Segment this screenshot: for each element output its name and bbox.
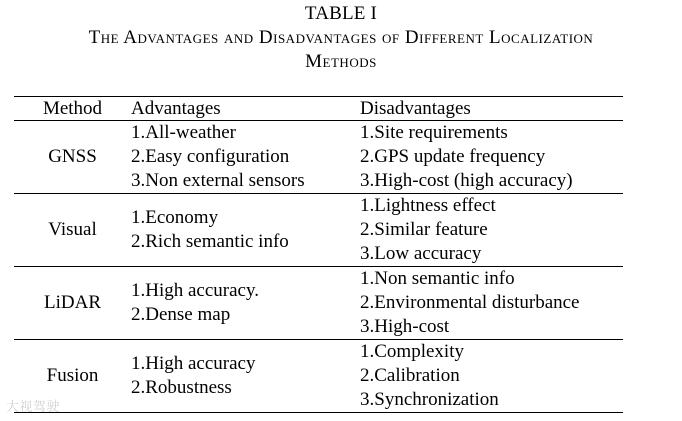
disadvantage-item: 2.Calibration xyxy=(360,365,460,386)
method-cell: Fusion xyxy=(46,365,99,386)
advantage-item: 2.Robustness xyxy=(131,377,232,398)
disadvantage-item: 3.Synchronization xyxy=(360,389,499,410)
disadvantage-item: 3.High-cost (high accuracy) xyxy=(360,170,573,191)
advantage-item: 2.Easy configuration xyxy=(131,146,290,167)
disadvantages-cell xyxy=(360,121,623,194)
table-row xyxy=(14,340,623,413)
disadvantage-item: 1.Non semantic info xyxy=(360,268,515,289)
disadvantage-item: 3.High-cost xyxy=(360,316,450,337)
table-header-row xyxy=(14,97,623,121)
header-method: Method xyxy=(42,97,103,119)
advantage-item: 3.Non external sensors xyxy=(131,170,305,191)
advantage-item: 1.High accuracy. xyxy=(131,280,260,301)
disadvantages-cell xyxy=(360,340,623,413)
watermark: 大视驾驶 xyxy=(6,400,61,415)
table-title-line-1: The Advantages and Disadvantages of Different Localization xyxy=(88,27,594,48)
table-title-line-2: Methods xyxy=(305,51,377,72)
advantages-cell xyxy=(131,267,360,340)
disadvantages-cell xyxy=(360,267,623,340)
advantage-item: 1.Economy xyxy=(131,207,219,228)
localization-methods-table xyxy=(14,96,623,413)
advantage-item: 1.All-weather xyxy=(131,122,236,143)
disadvantage-item: 1.Lightness effect xyxy=(360,195,496,216)
advantages-cell xyxy=(131,121,360,194)
advantages-cell xyxy=(131,194,360,267)
header-disadvantages: Disadvantages xyxy=(360,97,471,119)
method-cell: GNSS xyxy=(48,146,97,167)
disadvantage-item: 2.Environmental disturbance xyxy=(360,292,580,313)
disadvantage-item: 1.Complexity xyxy=(360,341,464,362)
advantage-item: 2.Rich semantic info xyxy=(131,231,289,252)
advantage-item: 1.High accuracy xyxy=(131,353,256,374)
table-row xyxy=(14,267,623,340)
header-advantages: Advantages xyxy=(131,97,221,119)
table-row xyxy=(14,194,623,267)
method-cell: LiDAR xyxy=(44,292,101,313)
table-row xyxy=(14,121,623,194)
advantage-item: 2.Dense map xyxy=(131,304,231,325)
disadvantages-cell xyxy=(360,194,623,267)
disadvantage-item: 2.GPS update frequency xyxy=(360,146,546,167)
advantages-cell xyxy=(131,340,360,413)
disadvantage-item: 2.Similar feature xyxy=(360,219,488,240)
method-cell: Visual xyxy=(48,219,97,240)
disadvantage-item: 3.Low accuracy xyxy=(360,243,482,264)
disadvantage-item: 1.Site requirements xyxy=(360,122,508,143)
table-label: TABLE I xyxy=(304,3,378,24)
